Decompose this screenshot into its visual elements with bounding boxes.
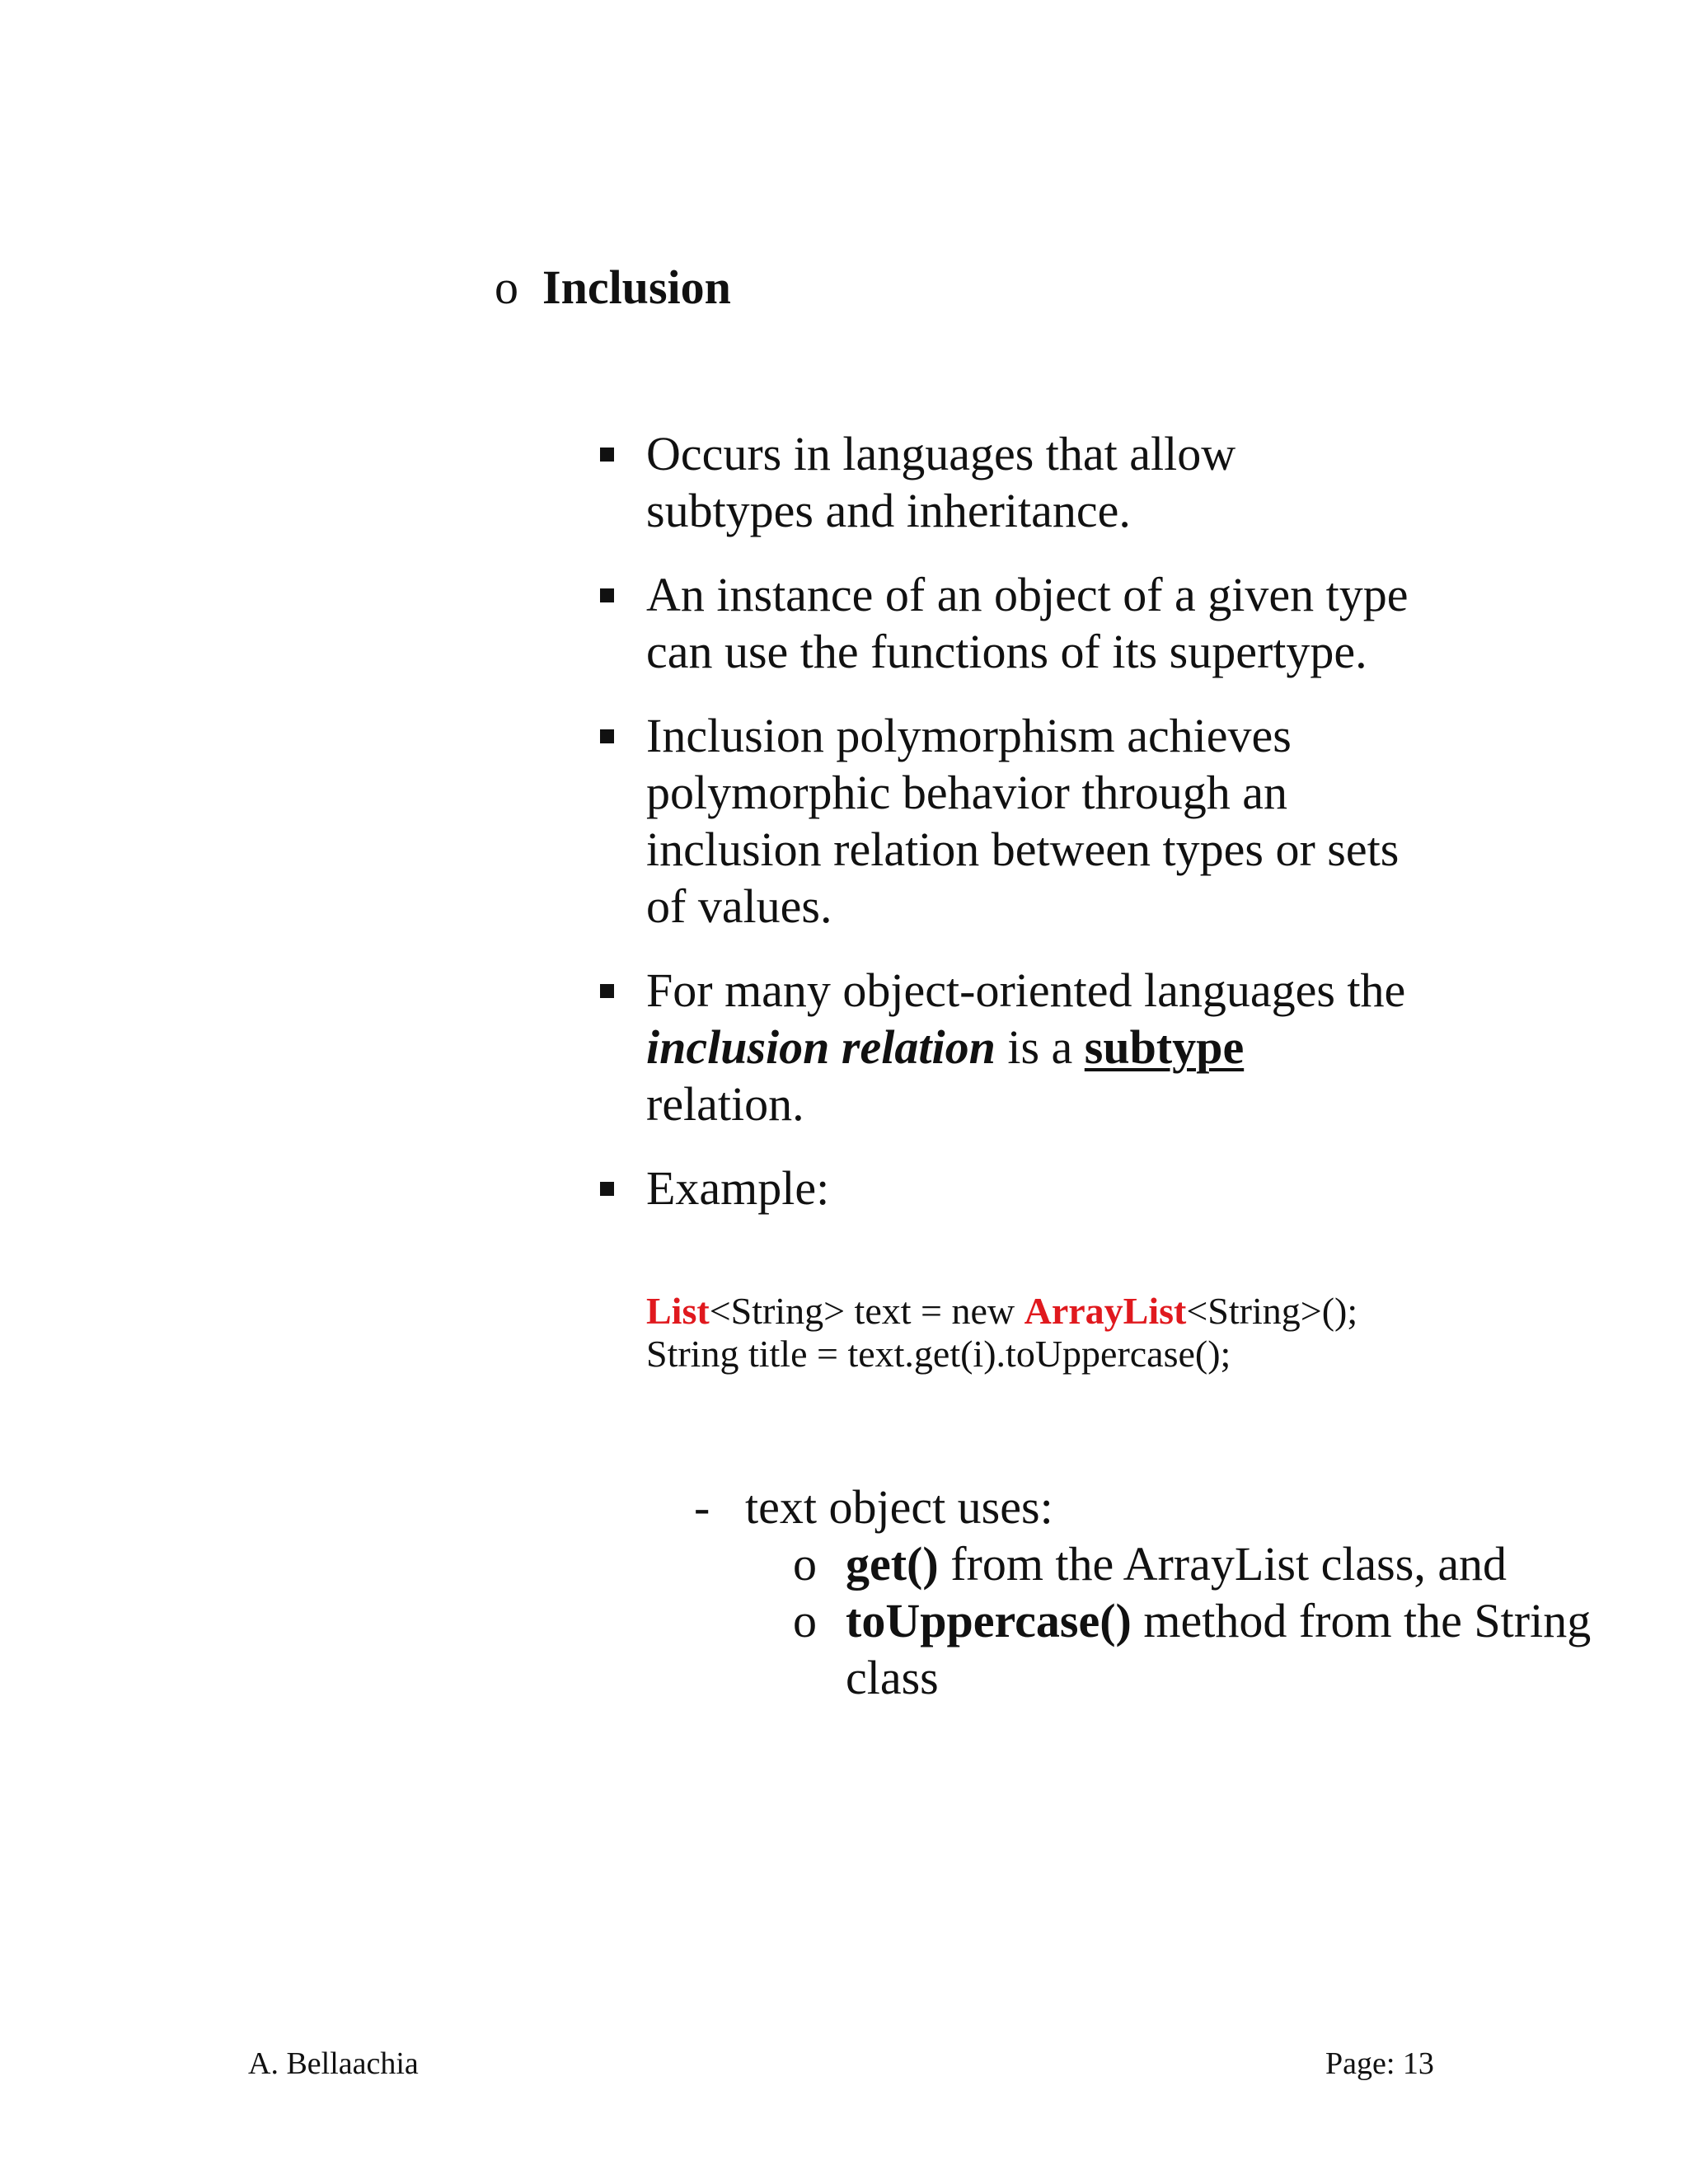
- bullet-item: [595, 425, 1535, 539]
- method-description: method from the String class: [846, 1594, 1592, 1704]
- section-heading: [495, 252, 731, 323]
- bullet-text: inclusion relation between types or sets: [646, 823, 1400, 876]
- bullet-text: of values.: [646, 879, 832, 933]
- square-bullet-icon: [600, 729, 614, 743]
- code-line: [646, 1290, 1357, 1333]
- code-keyword: ArrayList: [1024, 1290, 1187, 1332]
- bullet-text: For many object-oriented languages the: [646, 963, 1406, 1017]
- uses-sublist: [793, 1535, 1620, 1706]
- square-bullet-icon: [600, 984, 614, 998]
- method-description: from the ArrayList class, and: [938, 1537, 1507, 1591]
- emphasis-subtype: subtype: [1084, 1020, 1245, 1074]
- footer-page-number: Page: 13: [1325, 2046, 1434, 2081]
- bullet-item: [595, 962, 1535, 1132]
- bullet-text: is a: [995, 1020, 1085, 1074]
- bullet-text: Inclusion polymorphism achieves: [646, 709, 1292, 762]
- bullet-text: can use the functions of its supertype.: [646, 625, 1367, 678]
- footer-author: A. Bellaachia: [248, 2046, 419, 2081]
- code-example: [646, 1290, 1357, 1376]
- bullet-item: [595, 566, 1535, 680]
- bullet-text: polymorphic behavior through an: [646, 766, 1287, 819]
- emphasis-inclusion-relation: inclusion relation: [646, 1020, 996, 1074]
- code-text: <String>();: [1186, 1290, 1358, 1332]
- list-item: [793, 1592, 1620, 1706]
- list-item: [793, 1535, 1620, 1592]
- circle-bullet-icon: o: [495, 260, 518, 314]
- bullet-text: Example:: [646, 1161, 830, 1215]
- uses-lead-text: text object uses:: [745, 1480, 1053, 1534]
- bullet-list: [595, 425, 1535, 1244]
- code-line: String title = text.get(i).toUppercase();: [646, 1333, 1231, 1375]
- bullet-item: [595, 707, 1535, 935]
- code-text: <String> text = new: [709, 1290, 1025, 1332]
- bullet-text: An instance of an object of a given type: [646, 568, 1409, 621]
- dash-bullet-icon: -: [694, 1480, 710, 1534]
- method-name: toUppercase(): [846, 1594, 1132, 1647]
- code-keyword: List: [646, 1290, 710, 1332]
- circle-bullet-icon: o: [793, 1594, 817, 1647]
- bullet-item: [595, 1160, 1535, 1216]
- bullet-text: relation.: [646, 1077, 804, 1131]
- section-title: Inclusion: [542, 260, 731, 314]
- square-bullet-icon: [600, 588, 614, 602]
- square-bullet-icon: [600, 448, 614, 462]
- uses-list: [694, 1479, 1592, 1706]
- bullet-text: Occurs in languages that allow: [646, 427, 1236, 480]
- method-name: get(): [846, 1537, 939, 1591]
- uses-lead: [694, 1479, 1522, 1535]
- circle-bullet-icon: o: [793, 1537, 817, 1591]
- bullet-text: subtypes and inheritance.: [646, 484, 1131, 537]
- square-bullet-icon: [600, 1182, 614, 1196]
